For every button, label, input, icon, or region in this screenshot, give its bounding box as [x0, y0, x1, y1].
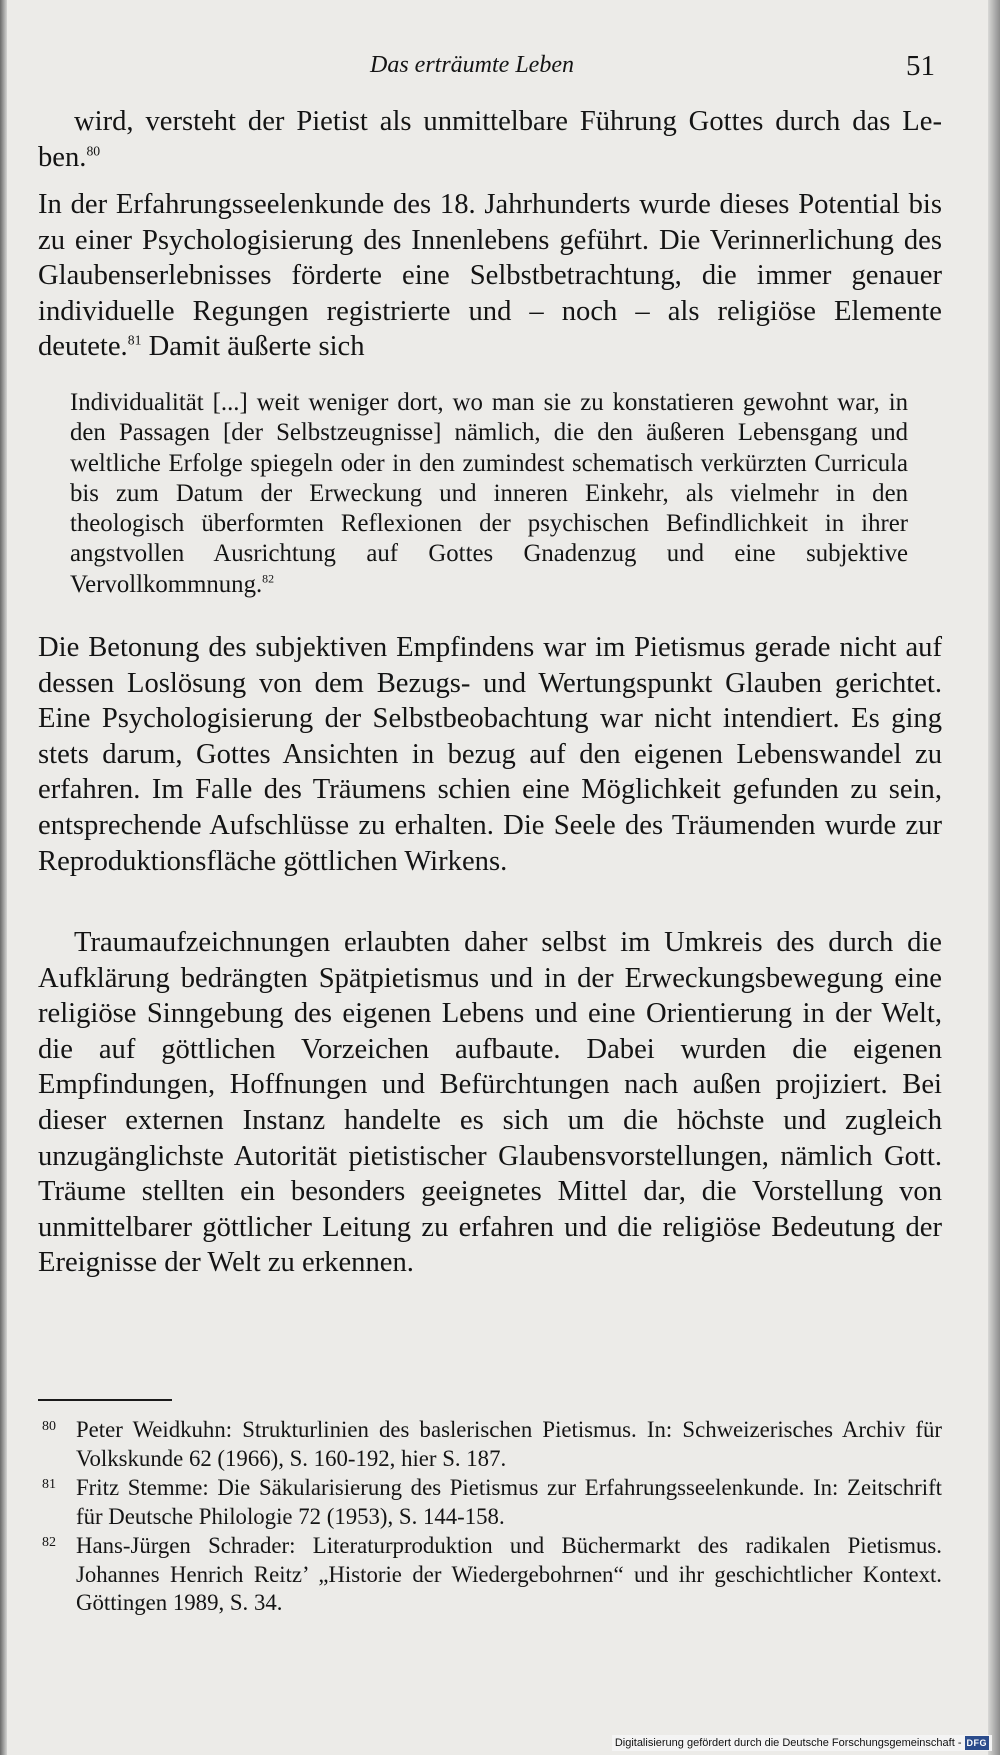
- page-edge-shadow: [0, 0, 7, 1755]
- credit-text: Digitalisierung gefördert durch die Deutsche Forschungsgemeinschaft -: [614, 1737, 962, 1749]
- paragraph: Die Betonung des subjektiven Empfindens war im Pietismus gerade nicht auf dessen Loslösung von dem Bezugs- und Wertungspunkt Glauben gerichtet. Eine Psychologisierung der Selbstbeobachtung war nicht intendiert. Es ging stets darum, Gottes Ansichten in bezug auf den eigenen Lebenswandel zu erfahren. Im Falle des Träumens schien eine Möglichkeit gefunden zu sein, entsprechende Aufschlüsse zu erhalten. Die Seele des Träumenden wurde zur Reproduktionsfläche göttlichen Wirkens.: [38, 632, 942, 877]
- page-number: 51: [906, 50, 935, 82]
- paragraph: [38, 187, 942, 365]
- footnote-reference: 80: [86, 143, 101, 159]
- footnote: [38, 1416, 942, 1473]
- paragraph-text: In der Erfahrungsseelenkunde des 18. Jahrhunderts wurde dieses Potential bis zu einer Psychologisierung des Innenlebens geführt. Die Verinnerlichung des Glaubenserlebnisses förderte eine Selbstbetrachtung, die immer genauer individuelle Regungen registrierte und – noch – als religiöse Elemente deutete.: [38, 189, 942, 363]
- quote-text: Individualität [...] weit weniger dort, wo man sie zu konstatieren gewohnt war, in den Passagen [der Selbstzeugnisse] nämlich, die den äußeren Lebensgang und weltliche Erfolge spiegeln oder in den zumindest schematisch verkürzten Curricula bis zum Datum der Erweckung und inneren Einkehr, als vielmehr in den theologisch überformten Reflexionen der psychischen Befindlichkeit in ihrer angstvollen Ausrichtung auf Gottes Gnadenzug und eine subjektive Vervollkommnung.: [70, 389, 908, 598]
- page-edge-shadow: [988, 0, 1000, 1755]
- paragraph: Traumaufzeichnungen erlaubten daher selbst im Umkreis des durch die Aufklärung bedrängten Spätpietismus und in der Erweckungsbewegung eine religiöse Sinngebung des eigenen Lebens und eine Orientierung in der Welt, die auf göttlichen Vorzeichen aufbaute. Dabei wurden die eigenen Empfindungen, Hoffnungen und Befürchtungen nach außen projiziert. Bei dieser externen Instanz handelte es sich um die höchste und zugleich unzugänglichste Autorität pietistischer Glaubensvorstellungen, nämlich Gott. Träume stellten ein besonders geeignetes Mittel dar, die Vorstellung von unmittelbarer göttlicher Leitung zu erfahren und die religiöse Bedeutung der Ereignisse der Welt zu erkennen.: [38, 927, 942, 1279]
- footnote-text: Peter Weidkuhn: Strukturlinien des baslerischen Pietismus. In: Schweizerisches Archiv für Volkskunde 62 (1966), S. 160-192, hier S. 187.: [76, 1417, 942, 1471]
- paragraph-text: wird, versteht der Pietist als unmittelbare Führung Gottes durch das Leben.: [38, 106, 942, 173]
- dfg-logo: DFG: [966, 1738, 987, 1748]
- footnote-separator: [38, 1399, 172, 1401]
- running-head: Das erträumte Leben: [370, 52, 574, 78]
- footnote-number: 81: [42, 1477, 56, 1492]
- footnote-text: Hans-Jürgen Schrader: Literaturproduktion und Büchermarkt des radikalen Pietismus. Johannes Henrich Reitz’ „Historie der Wiedergebohrnen“ und ihr geschichtlicher Kontext. Göttingen 1989, S. 34.: [76, 1533, 942, 1616]
- footnote-text: Fritz Stemme: Die Säkularisierung des Pietismus zur Erfahrungsseelenkunde. In: Zeitschrift für Deutsche Philologie 72 (1953), S. 144-158.: [76, 1475, 942, 1529]
- paragraph-continuation: [38, 104, 942, 175]
- footnote-reference: 82: [262, 571, 275, 586]
- footnote: [38, 1532, 942, 1618]
- block-quote: [70, 388, 908, 600]
- footnote-reference: 81: [127, 332, 142, 348]
- digitization-credit: [612, 1735, 992, 1751]
- footnote-number: 80: [42, 1419, 56, 1434]
- footnote: [38, 1474, 942, 1531]
- footnote-number: 82: [42, 1535, 56, 1550]
- paragraph-text: Damit äußerte sich: [141, 331, 365, 363]
